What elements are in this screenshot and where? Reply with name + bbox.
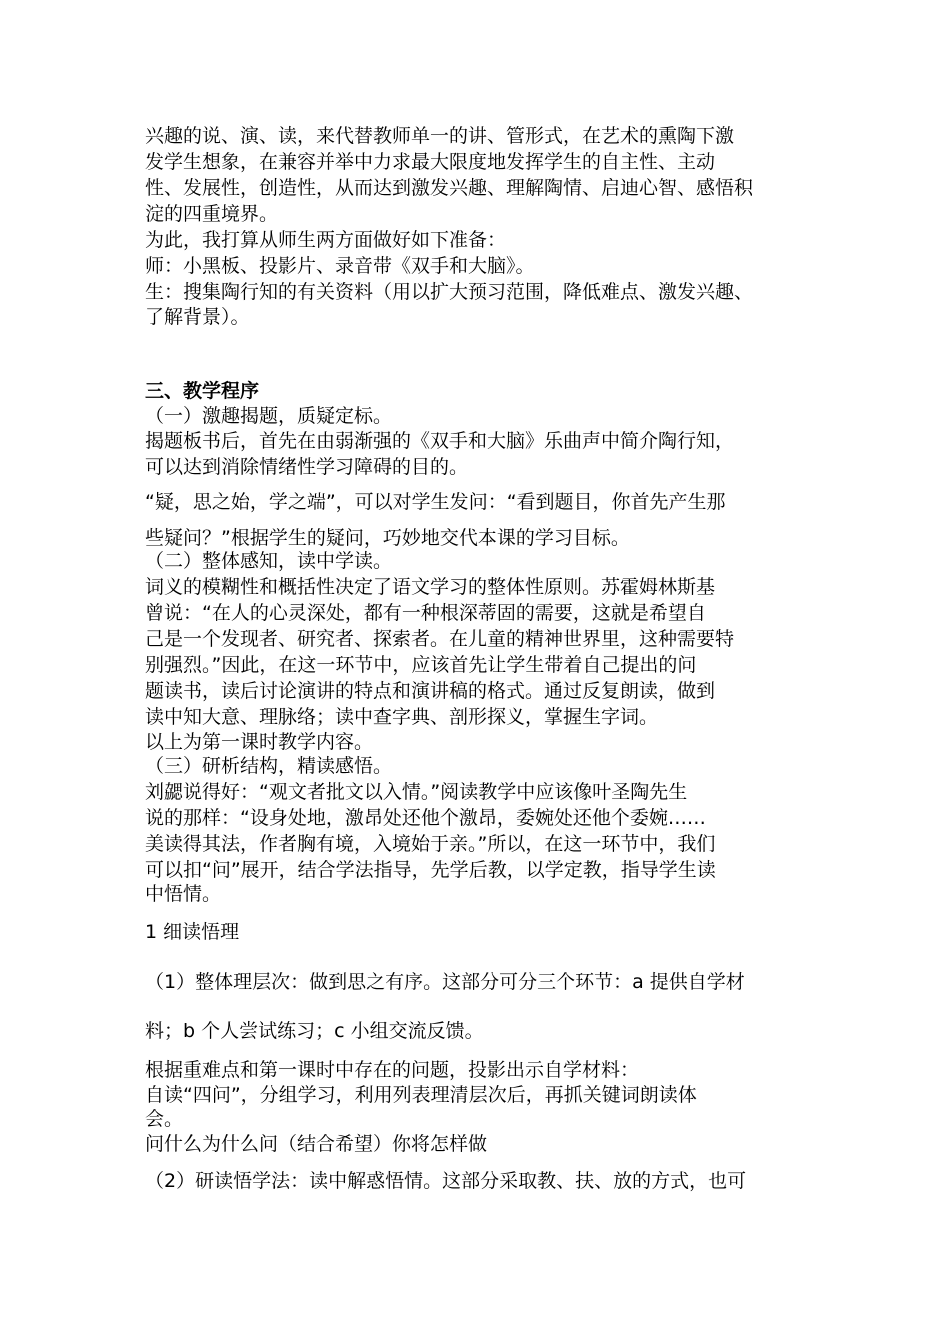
text-line: 以上为第一课时教学内容。 [145, 731, 374, 753]
text-line: 发学生想象，在兼容并举中力求最大限度地发挥学生的自主性、主动 [145, 151, 716, 173]
text-line: 题读书，读后讨论演讲的特点和演讲稿的格式。通过反复朗读，做到 [145, 680, 716, 702]
subsection-heading: 1 细读悟理 [145, 921, 240, 943]
subsection-heading: （一）激趣揭题，质疑定标。 [145, 405, 393, 427]
text-line: 说的那样：“设身处地，激昂处还他个激昂，委婉处还他个委婉…… [145, 807, 706, 829]
text-line: 生：搜集陶行知的有关资料（用以扩大预习范围，降低难点、激发兴趣、 [145, 281, 754, 303]
text-line: 兴趣的说、演、读，来代替教师单一的讲、管形式，在艺术的熏陶下激 [145, 125, 735, 147]
text-line: 曾说：“在人的心灵深处，都有一种根深蒂固的需要，这就是希望自 [145, 602, 706, 624]
text-line: （2）研读悟学法：读中解惑悟情。这部分采取教、扶、放的方式，也可 [145, 1170, 747, 1192]
text-line: 会。 [145, 1108, 184, 1130]
text-line: 淀的四重境界。 [145, 203, 279, 225]
text-line: 读中知大意、理脉络；读中查字典、剖形探义，掌握生字词。 [145, 706, 659, 728]
text-line: “疑，思之始，学之端”，可以对学生发问：“看到题目，你首先产生那 [145, 491, 726, 513]
text-line: 性、发展性，创造性，从而达到激发兴趣、理解陶情、启迪心智、感悟积 [145, 177, 754, 199]
text-line: 己是一个发现者、研究者、探索者。在儿童的精神世界里，这种需要特 [145, 628, 735, 650]
text-line: 为此，我打算从师生两方面做好如下准备： [145, 229, 507, 251]
text-line: 料；b 个人尝试练习；c 小组交流反馈。 [145, 1020, 484, 1042]
text-line: 美读得其法，作者胸有境，入境始于亲。”所以，在这一环节中，我们 [145, 833, 716, 855]
subsection-heading: （二）整体感知，读中学读。 [145, 550, 393, 572]
text-line: 可以达到消除情绪性学习障碍的目的。 [145, 456, 469, 478]
text-line: 词义的模糊性和概括性决定了语文学习的整体性原则。苏霍姆林斯基 [145, 576, 716, 598]
text-line: （1）整体理层次：做到思之有序。这部分可分三个环节：a 提供自学材 [145, 971, 745, 993]
text-line: 可以扣“问”展开，结合学法指导，先学后教，以学定教，指导学生读 [145, 859, 716, 881]
text-line: 问什么为什么问（结合希望）你将怎样做 [145, 1133, 488, 1155]
text-line: 别强烈。”因此，在这一环节中，应该首先让学生带着自己提出的问 [145, 654, 697, 676]
text-line: 师：小黑板、投影片、录音带《双手和大脑》。 [145, 255, 535, 277]
subsection-heading: （三）研析结构，精读感悟。 [145, 755, 393, 777]
text-line: 根据重难点和第一课时中存在的问题，投影出示自学材料： [145, 1059, 640, 1081]
text-line: 自读“四问”，分组学习，利用列表理清层次后，再抓关键词朗读体 [145, 1084, 697, 1106]
text-line: 刘勰说得好：“观文者批文以入情。”阅读教学中应该像叶圣陶先生 [145, 781, 688, 803]
text-line: 些疑问？”根据学生的疑问，巧妙地交代本课的学习目标。 [145, 527, 630, 549]
section-heading: 三、教学程序 [145, 380, 260, 402]
text-line: 了解背景）。 [145, 306, 250, 328]
text-line: 中悟情。 [145, 883, 222, 905]
text-line: 揭题板书后，首先在由弱渐强的《双手和大脑》乐曲声中简介陶行知， [145, 430, 735, 452]
